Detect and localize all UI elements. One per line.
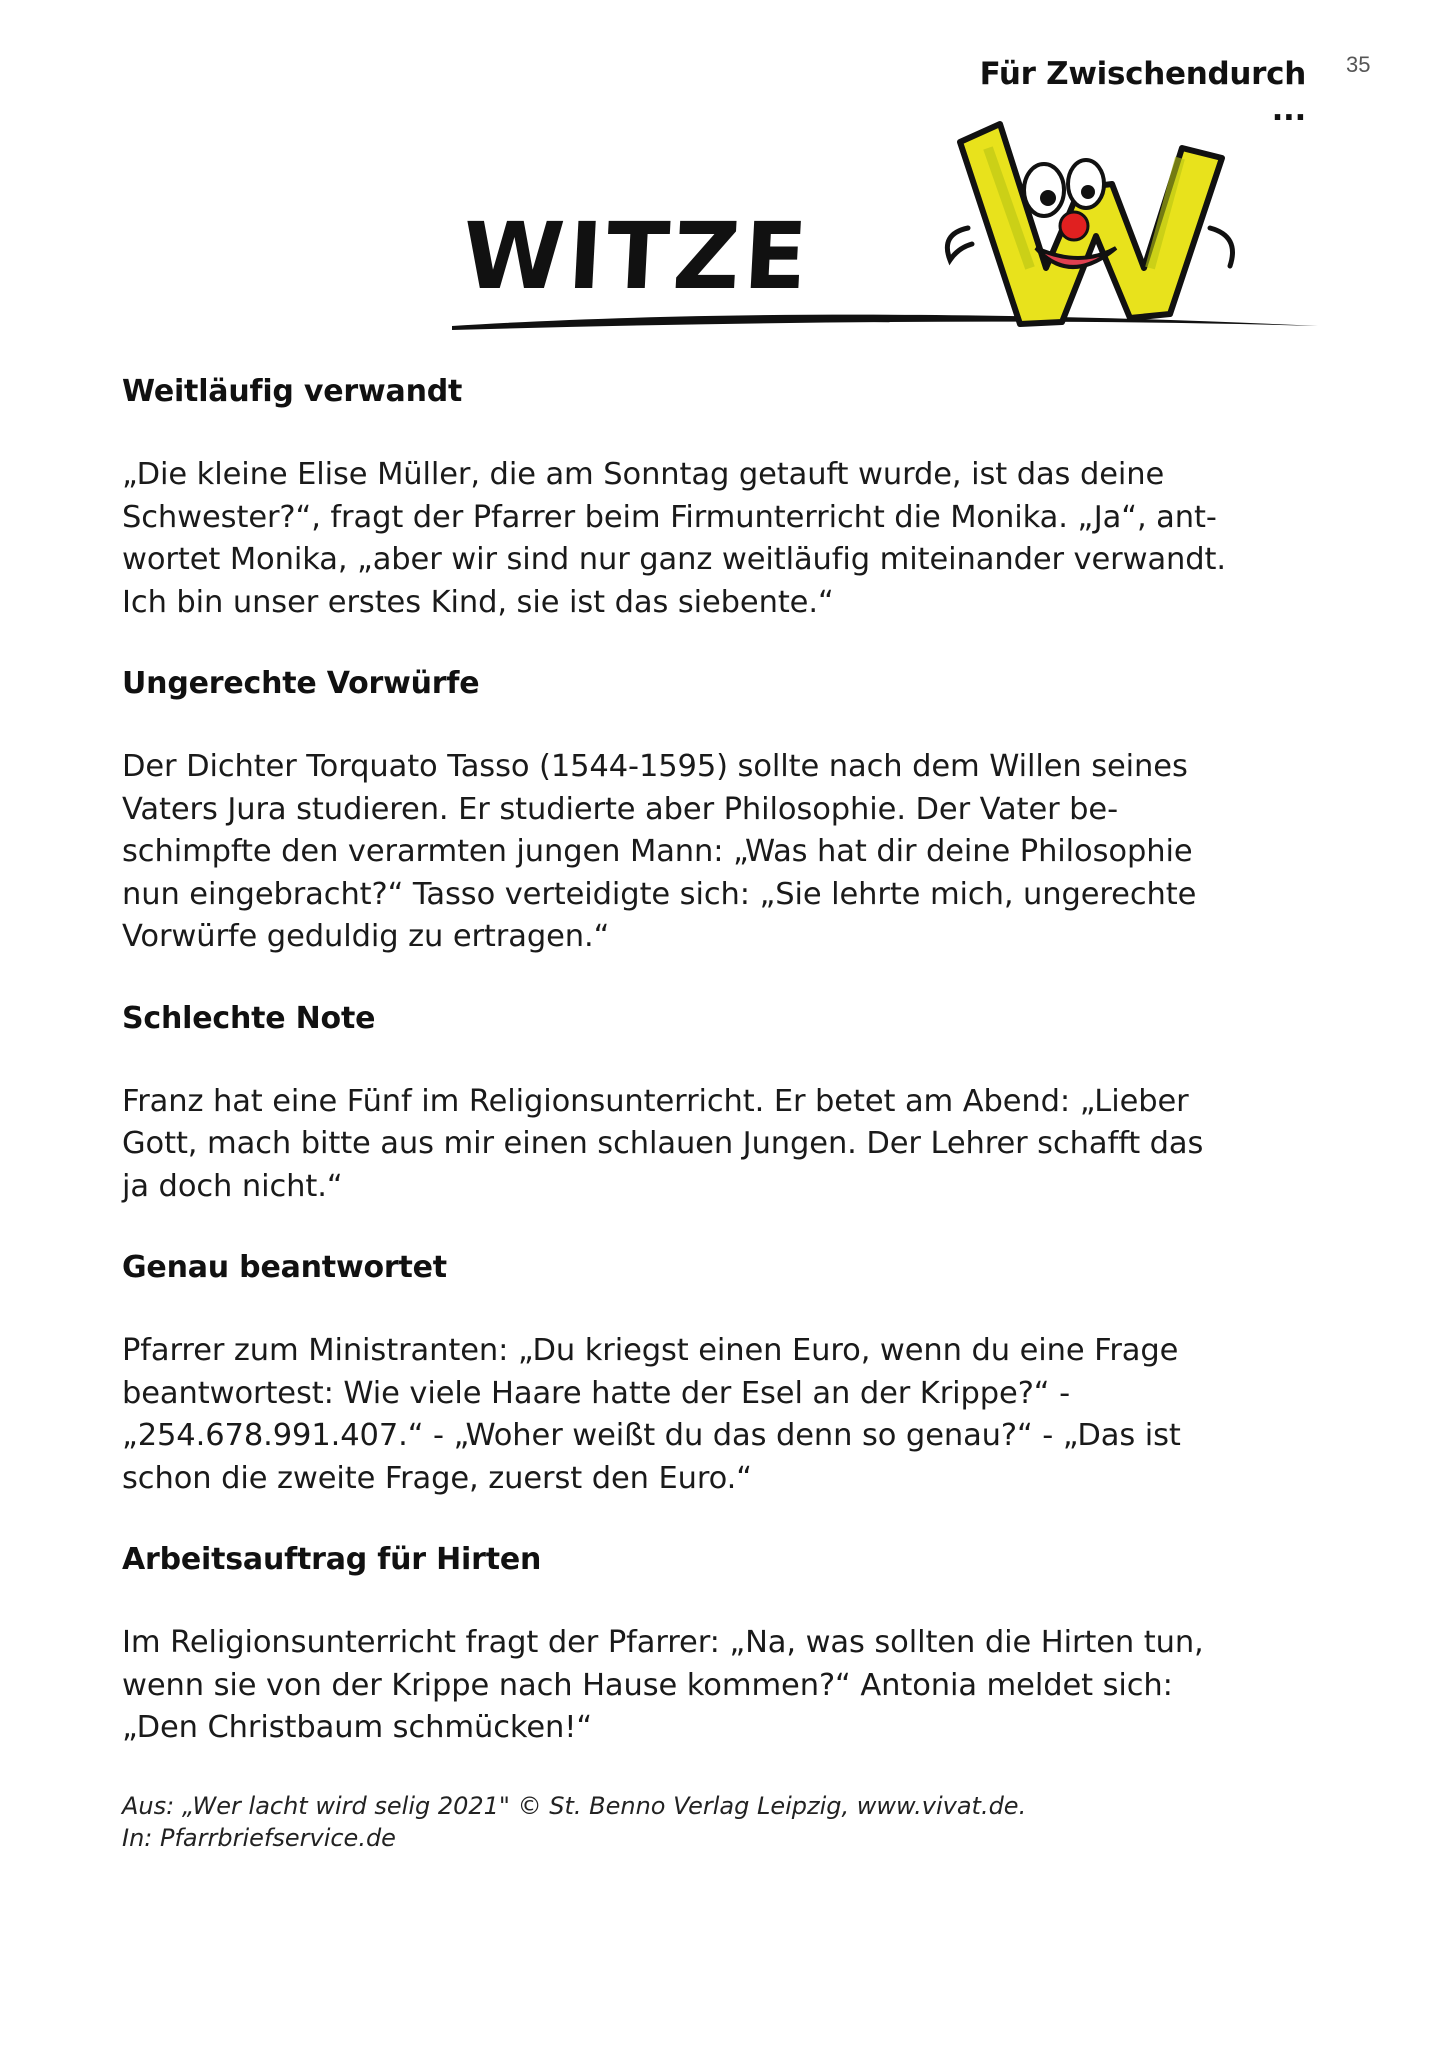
- banner-word: WITZE: [459, 203, 814, 310]
- banner-underline: [452, 315, 1318, 330]
- joke-line: Schwester?“, fragt der Pfarrer beim Firmunterricht die Monika. „Ja“, ant-: [122, 499, 1217, 535]
- joke-line: Der Dichter Torquato Tasso (1544-1595) sollte nach dem Willen seines: [122, 749, 1188, 784]
- smiling-w-mascot-icon: [947, 124, 1232, 324]
- joke-text: [122, 1081, 1332, 1209]
- joke-line: wortet Monika, „aber wir sind nur ganz weitläufig miteinander verwandt.: [122, 542, 1226, 577]
- joke-text: [122, 746, 1332, 959]
- joke-line: beantwortest: Wie viele Haare hatte der Esel an der Krippe?“ -: [122, 1375, 1070, 1411]
- witze-banner: [440, 118, 1320, 338]
- joke-line: Vorwürfe geduldig zu ertragen.“: [122, 919, 610, 954]
- witze-logo-illustration: [440, 118, 1320, 338]
- joke-title: Genau beantwortet: [122, 1250, 447, 1285]
- joke-text: [122, 454, 1332, 624]
- joke-line: Im Religionsunterricht fragt der Pfarrer: „Na, was sollten die Hirten tun,: [122, 1625, 1204, 1660]
- joke-title: Weitläufig verwandt: [122, 374, 463, 409]
- joke-line: Gott, mach bitte aus mir einen schlauen Jungen. Der Lehrer schafft das: [122, 1126, 1204, 1161]
- joke-line: wenn sie von der Krippe nach Hause kommen?“ Antonia meldet sich:: [122, 1667, 1173, 1703]
- jokes-content: [122, 372, 1332, 1854]
- joke-line: „254.678.991.407.“ - „Woher weißt du das denn so genau?“ - „Das ist: [122, 1418, 1181, 1453]
- joke-weitlaeufig-verwandt: [122, 372, 1332, 624]
- joke-schlechte-note: [122, 999, 1332, 1209]
- joke-line: „Die kleine Elise Müller, die am Sonntag getauft wurde, ist das deine: [122, 457, 1165, 492]
- source-line: Aus: „Wer lacht wird selig 2021" © St. Benno Verlag Leipzig, www.vivat.de.: [122, 1791, 1027, 1820]
- joke-line: ja doch nicht.“: [122, 1168, 343, 1204]
- joke-line: Vaters Jura studieren. Er studierte aber Philosophie. Der Vater be-: [122, 791, 1118, 827]
- joke-line: „Den Christbaum schmücken!“: [122, 1710, 593, 1745]
- joke-line: schimpfte den verarmten jungen Mann: „Was hat dir deine Philosophie: [122, 834, 1193, 869]
- joke-title: Arbeitsauftrag für Hirten: [122, 1542, 542, 1577]
- joke-line: Ich bin unser erstes Kind, sie ist das siebente.“: [122, 584, 834, 620]
- joke-title: Schlechte Note: [122, 1000, 376, 1036]
- joke-arbeitsauftrag-fuer-hirten: [122, 1540, 1332, 1750]
- section-title: Für Zwischendurch ...: [979, 56, 1306, 128]
- joke-text: [122, 1330, 1332, 1500]
- joke-ungerechte-vorwuerfe: [122, 664, 1332, 959]
- joke-line: Pfarrer zum Ministranten: „Du kriegst einen Euro, wenn du eine Frage: [122, 1333, 1179, 1368]
- source-credit: [122, 1790, 1332, 1854]
- joke-line: Franz hat eine Fünf im Religionsunterricht. Er betet am Abend: „Lieber: [122, 1083, 1189, 1119]
- joke-line: nun eingebracht?“ Tasso verteidigte sich: „Sie lehrte mich, ungerechte: [122, 876, 1197, 912]
- joke-text: [122, 1622, 1332, 1750]
- source-line: In: Pfarrbriefservice.de: [122, 1823, 396, 1852]
- joke-title: Ungerechte Vorwürfe: [122, 666, 480, 701]
- page-number: 35: [1346, 52, 1371, 77]
- joke-line: schon die zweite Frage, zuerst den Euro.“: [122, 1460, 752, 1496]
- joke-genau-beantwortet: [122, 1248, 1332, 1500]
